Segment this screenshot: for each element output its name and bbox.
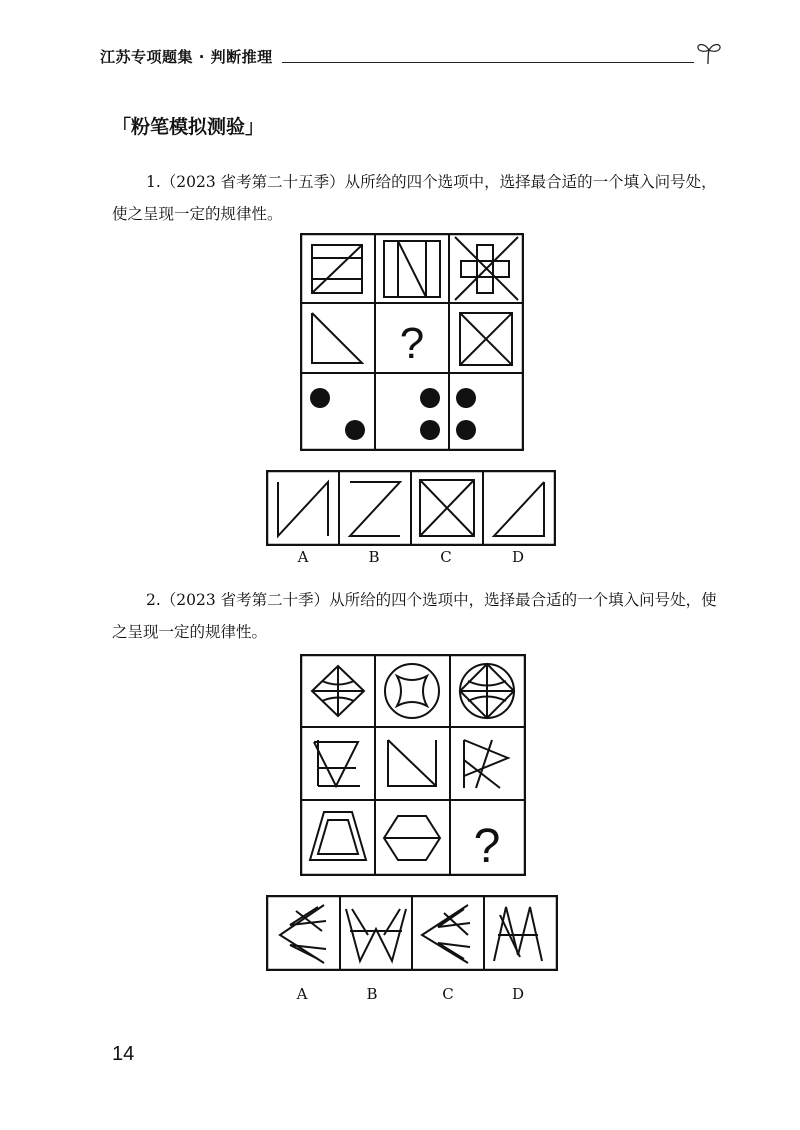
- q1-option-c-figure[interactable]: [420, 480, 474, 536]
- q2-option-d-label[interactable]: D: [511, 985, 525, 1003]
- q1-option-b-label[interactable]: B: [368, 548, 380, 566]
- q1-option-d-label[interactable]: D: [511, 548, 525, 566]
- q2-option-c-figure[interactable]: [422, 905, 470, 963]
- q1-option-d-figure[interactable]: [494, 482, 544, 536]
- q2-cell-r1c1: [312, 666, 364, 716]
- question-2-text: 2.（2023 省考第二十季）从所给的四个选项中，选择最合适的一个填入问号处，使之呈现一定的规律性。: [112, 591, 717, 641]
- running-header-title: 江苏专项题集 · 判断推理: [100, 48, 273, 66]
- q2-cell-r3c2: [384, 816, 440, 860]
- question-2-options: [266, 895, 558, 971]
- question-1-text: 1.（2023 省考第二十五季）从所给的四个选项中，选择最合适的一个填入问号处，使之呈现一定的规律性。: [112, 173, 717, 223]
- section-title: 「粉笔模拟测验」: [112, 116, 265, 138]
- q1-cell-r3c1: [310, 388, 365, 440]
- q2-option-d-figure[interactable]: [494, 907, 542, 961]
- q2-option-c-label[interactable]: C: [442, 985, 454, 1003]
- q1-option-a-figure[interactable]: [278, 482, 328, 536]
- question-1-options: [266, 470, 556, 546]
- q1-cell-r1c2: [384, 241, 440, 297]
- question-1-figure-grid: [300, 233, 524, 451]
- q2-option-b-figure[interactable]: [346, 909, 406, 961]
- q1-option-a-label[interactable]: A: [297, 548, 309, 566]
- q2-option-b-label[interactable]: B: [366, 985, 378, 1003]
- q1-cell-r1c1: [312, 245, 362, 293]
- q1-option-c-label[interactable]: C: [440, 548, 452, 566]
- question-2-figure-grid: [300, 654, 526, 876]
- q2-cell-r2c3: [464, 740, 508, 788]
- q2-question-mark: ?: [473, 820, 501, 873]
- sprout-icon: [694, 36, 724, 66]
- q2-option-a-label[interactable]: A: [296, 985, 308, 1003]
- q2-cell-r1c2: [385, 664, 439, 718]
- q2-cell-r1c3: [460, 664, 514, 718]
- q1-cell-r2c3: [460, 313, 512, 365]
- q1-cell-r2c1: [312, 313, 362, 363]
- q2-cell-r3c1: [310, 812, 366, 860]
- header-rule: [282, 62, 694, 63]
- q1-question-mark: ?: [399, 319, 425, 368]
- q2-option-a-figure[interactable]: [280, 905, 326, 963]
- q2-cell-r2c1: [314, 740, 360, 786]
- q1-option-b-figure[interactable]: [350, 482, 400, 536]
- q2-cell-r2c2: [388, 740, 436, 786]
- page-number: 14: [112, 1043, 135, 1065]
- q1-cell-r1c3: [455, 237, 518, 300]
